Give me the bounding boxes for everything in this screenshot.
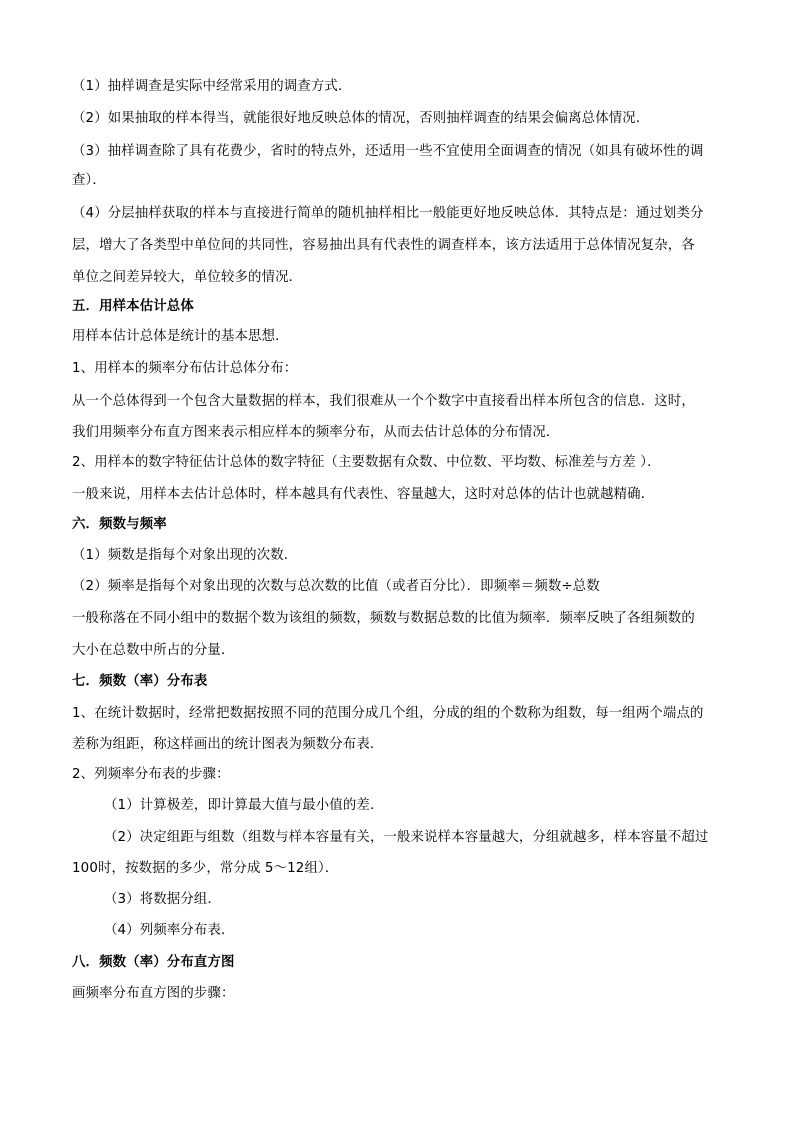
text-line: 单位之间差异较大，单位较多的情况． (72, 270, 303, 285)
text-line: （3）将数据分组． (104, 892, 221, 907)
text-line: （4）列频率分布表． (104, 923, 235, 938)
text-line: 从一个总体得到一个包含大量数据的样本，我们很难从一个个数字中直接看出样本所包含的信息．这时， (72, 394, 695, 409)
text-line: 差称为组距，称这样画出的统计图表为频数分布表． (72, 737, 384, 752)
text-line: （1）计算极差，即计算最大值与最小值的差． (104, 798, 384, 813)
text-line: 1、在统计数据时，经常把数据按照不同的范围分成几个组，分成的组的个数称为组数，每一组两个端点的 (72, 706, 704, 721)
section-heading: 七．频数（率）分布表 (72, 674, 208, 689)
text-line: 1、用样本的频率分布估计总体分布： (72, 361, 298, 376)
text-line: （2）决定组距与组数（组数与样本容量有关，一般来说样本容量越大，分组就越多，样本容量不超过 (104, 830, 709, 845)
text-line: 100时，按数据的多少，常分成 5～12组）． (72, 861, 339, 876)
text-line: 一般称落在不同小组中的数据个数为该组的频数，频数与数据总数的比值为频率．频率反映了各组频数的 (72, 611, 695, 626)
text-line: 大小在总数中所占的分量． (72, 643, 235, 658)
text-line: （2）如果抽取的样本得当，就能很好地反映总体的情况，否则抽样调查的结果会偏离总体情况． (72, 111, 650, 126)
text-line: 2、列频率分布表的步骤： (72, 767, 230, 782)
text-line: （2）频率是指每个对象出现的次数与总次数的比值（或者百分比）．即频率＝频数÷总数 (72, 579, 600, 594)
text-line: 2、用样本的数字特征估计总体的数字特征（主要数据有众数、中位数、平均数、标准差与方差 ）． (72, 455, 661, 470)
text-line: 画频率分布直方图的步骤： (72, 986, 235, 1001)
text-line: 层，增大了各类型中单位间的共同性，容易抽出具有代表性的调查样本，该方法适用于总体情况复杂，各 (72, 238, 695, 253)
section-heading: 六．频数与频率 (72, 517, 167, 532)
text-line: （4）分层抽样获取的样本与直接进行简单的随机抽样相比一般能更好地反映总体．其特点是：通过划类分 (72, 206, 704, 221)
section-heading: 五．用样本估计总体 (72, 299, 194, 314)
text-line: 查）． (72, 173, 106, 188)
text-line: （3）抽样调查除了具有花费少，省时的特点外，还适用一些不宜使用全面调查的情况（如具有破坏性的调 (72, 144, 704, 159)
text-line: 一般来说，用样本去估计总体时，样本越具有代表性、容量越大，这时对总体的估计也就越精确． (72, 487, 655, 502)
section-heading: 八．频数（率）分布直方图 (72, 955, 235, 970)
text-line: 用样本估计总体是统计的基本思想． (72, 329, 289, 344)
text-line: （1）频数是指每个对象出现的次数． (72, 548, 298, 563)
text-line: 我们用频率分布直方图来表示相应样本的频率分布，从而去估计总体的分布情况． (72, 425, 560, 440)
text-line: （1）抽样调查是实际中经常采用的调查方式． (72, 79, 352, 94)
